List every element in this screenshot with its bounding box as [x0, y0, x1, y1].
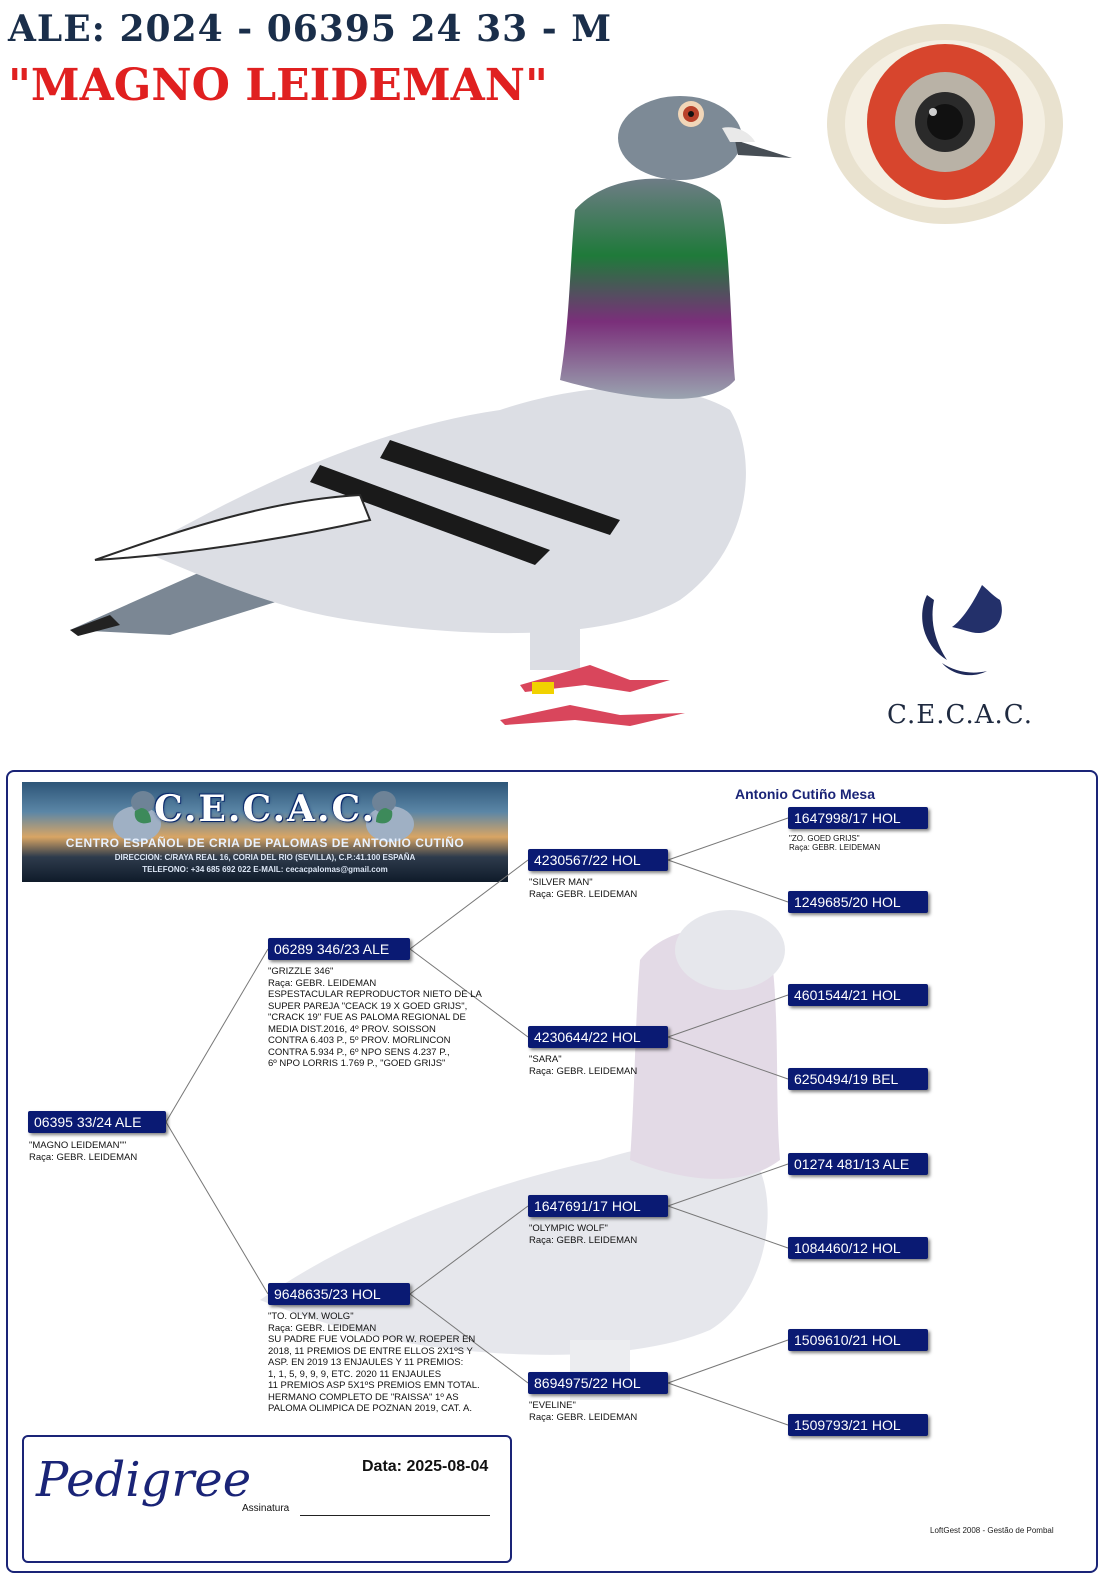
sire-dam-ring-node[interactable]: 4230644/22 HOL [528, 1026, 668, 1048]
ddd-ring-node[interactable]: 1509793/21 HOL [788, 1414, 928, 1436]
sire-dam-info: "SARA" Raça: GEBR. LEIDEMAN [529, 1054, 638, 1077]
dam-dam-ring-node[interactable]: 8694975/22 HOL [528, 1372, 668, 1394]
dsd-ring-node[interactable]: 1084460/12 HOL [788, 1237, 928, 1259]
owner-name: Antonio Cutiño Mesa [735, 786, 875, 802]
sss-info: "ZO. GOED GRIJS" Raça: GEBR. LEIDEMAN [789, 834, 881, 852]
sire-sire-info: "SILVER MAN" Raça: GEBR. LEIDEMAN [529, 877, 638, 900]
ring-number-title: ALE: 2024 - 06395 24 33 - M [8, 8, 613, 50]
signature-label: Assinatura [242, 1503, 290, 1514]
sire-info: "GRIZZLE 346" Raça: GEBR. LEIDEMAN ESPESTACULAR REPRODUCTOR NIETO DE LA SUPER PAREJA "CEACK 19 X GOED GRIJS", "CRACK 19" FUE AS PALOMA REGIONAL DE MEDIA DIST.2016, 4º PROV. SOISSON CONTRA 6.403 P., 5º PROV. MORLINCON CONTRA 5.934 P., 6º NPO SENS 4.237 P., 6º NPO LORRIS 1.769 P., "GOED GRIJS" [268, 966, 482, 1069]
pedigree-title: Pedigree [36, 1452, 252, 1508]
sdd-ring-node[interactable]: 6250494/19 BEL [788, 1068, 928, 1090]
ssd-ring-node[interactable]: 1249685/20 HOL [788, 891, 928, 913]
dam-info: "TO. OLYM. WOLG" Raça: GEBR. LEIDEMAN SU PADRE FUE VOLADO POR W. ROEPER EN 2018, 11 PREMIOS DE ENTRE ELLOS 2X1ºS Y ASP. EN 2019 13 ENJAULES Y 11 PREMIOS: 1, 1, 5, 9, 9, 9, ETC. 2020 11 ENJAULES 11 PREMIOS ASP 5X1ºS PREMIOS EMN TOTAL. HERMANO COMPLETO DE "RAISSA" 1º AS PALOMA OLIMPICA DE POZNAN 2019, CAT. A. [268, 1311, 480, 1414]
dam-sire-ring-node[interactable]: 1647691/17 HOL [528, 1195, 668, 1217]
banner-address: DIRECCION: C/RAYA REAL 16, CORIA DEL RIO (SEVILLA), C.P.:41.100 ESPAÑA [114, 853, 416, 862]
pedigree-date: Data: 2025-08-04 [362, 1458, 489, 1475]
banner-subtitle: CENTRO ESPAÑOL DE CRIA DE PALOMAS DE ANTONIO CUTIÑO [65, 836, 465, 850]
sds-ring-node[interactable]: 4601544/21 HOL [788, 984, 928, 1006]
dam-ring-node[interactable]: 9648635/23 HOL [268, 1283, 410, 1305]
pigeon-name-title: "MAGNO LEIDEMAN" [8, 60, 548, 111]
sire-ring-node[interactable]: 06289 346/23 ALE [268, 938, 410, 960]
software-credit: LoftGest 2008 - Gestão de Pombal [930, 1526, 1054, 1535]
subject-ring-node[interactable]: 06395 33/24 ALE [28, 1111, 166, 1133]
banner-telephone: TELEFONO: +34 685 692 022 E-MAIL: cecacpalomas@gmail.com [142, 865, 388, 874]
dam-dam-info: "EVELINE" Raça: GEBR. LEIDEMAN [529, 1400, 638, 1423]
subject-info: "MAGNO LEIDEMAN"" Raça: GEBR. LEIDEMAN [29, 1140, 138, 1163]
dds-ring-node[interactable]: 1509610/21 HOL [788, 1329, 928, 1351]
cecac-logo-text: C.E.C.A.C. [887, 700, 1033, 730]
signature-line [300, 1515, 490, 1516]
sss-ring-node[interactable]: 1647998/17 HOL [788, 807, 928, 829]
dss-ring-node[interactable]: 01274 481/13 ALE [788, 1153, 928, 1175]
banner-title: C.E.C.A.C. [153, 788, 377, 830]
sire-sire-ring-node[interactable]: 4230567/22 HOL [528, 849, 668, 871]
dam-sire-info: "OLYMPIC WOLF" Raça: GEBR. LEIDEMAN [529, 1223, 638, 1246]
